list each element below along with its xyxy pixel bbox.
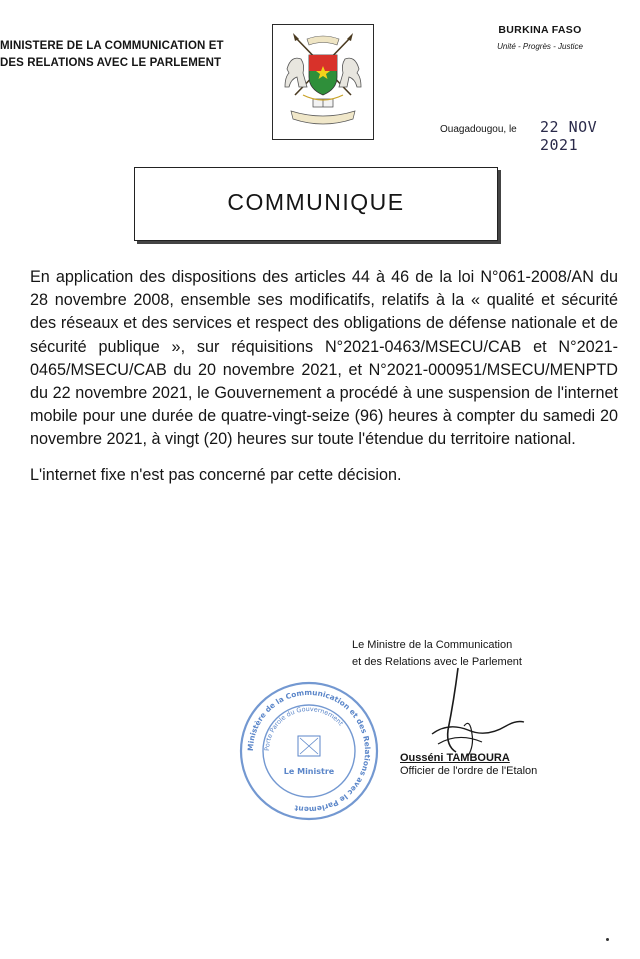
body-paragraph-2: L'internet fixe n'est pas concerné par cette décision.: [30, 465, 402, 484]
ministry-line-2: DES RELATIONS AVEC LE PARLEMENT: [0, 57, 222, 69]
seal-inner-text: Porte Parole du Gouvernement: [262, 704, 345, 752]
body-paragraph-1: En application des dispositions des articles 44 à 46 de la loi N°061-2008/AN du 28 novembre 2008, ensemble ses modificatifs, relatifs à la « qualité et sécurité des réseaux et des services et respect des obligations de défense nationale et de sécurité publique », sur réquisitions N°2021-0463/MSECU/CAB et N°2021-0465/MSECU/CAB du 20 novembre 2021, et N°2021-000951/MSECU/MENPTD du 22 novembre 2021, le Gouvernement a procédé à une suspension de l'internet mobile pour une durée de quatre-vingt-seize (96) heures à compter du samedi 20 novembre 2021, à vingt (20) heures sur toute l'étendue du territoire national.: [30, 268, 618, 449]
title-box: [134, 167, 498, 241]
signatory-rank: Officier de l'ordre de l'Etalon: [400, 765, 538, 777]
ministry-header: [0, 38, 224, 72]
communique-body: [30, 266, 618, 487]
seal-center-text: Le Ministre: [283, 767, 335, 776]
coat-of-arms-icon: [273, 25, 373, 139]
role-line-1: Le Ministre de la Communication: [352, 639, 513, 651]
seal-ring-text: Ministère de la Communication et des Relations avec le Parlement: [245, 687, 373, 815]
official-seal: [238, 680, 380, 822]
country-header: [480, 24, 600, 51]
place-label: Ouagadougou, le: [440, 124, 517, 135]
date-stamp: 22 NOV 2021: [540, 118, 598, 154]
scan-speck: [606, 938, 609, 941]
role-line-2: et des Relations avec le Parlement: [352, 656, 522, 668]
svg-text:Porte Parole du Gouvernement: [263, 705, 345, 751]
country-name: BURKINA FASO: [498, 24, 582, 36]
national-motto: Unité - Progrès - Justice: [497, 42, 583, 51]
document-title: COMMUNIQUE: [227, 189, 405, 215]
signatory: [400, 752, 537, 777]
signatory-name: Ousséni TAMBOURA: [400, 752, 510, 764]
seal-icon: [238, 680, 380, 822]
ministry-line-1: MINISTERE DE LA COMMUNICATION ET: [0, 40, 224, 52]
coat-of-arms-emblem: [272, 24, 374, 140]
